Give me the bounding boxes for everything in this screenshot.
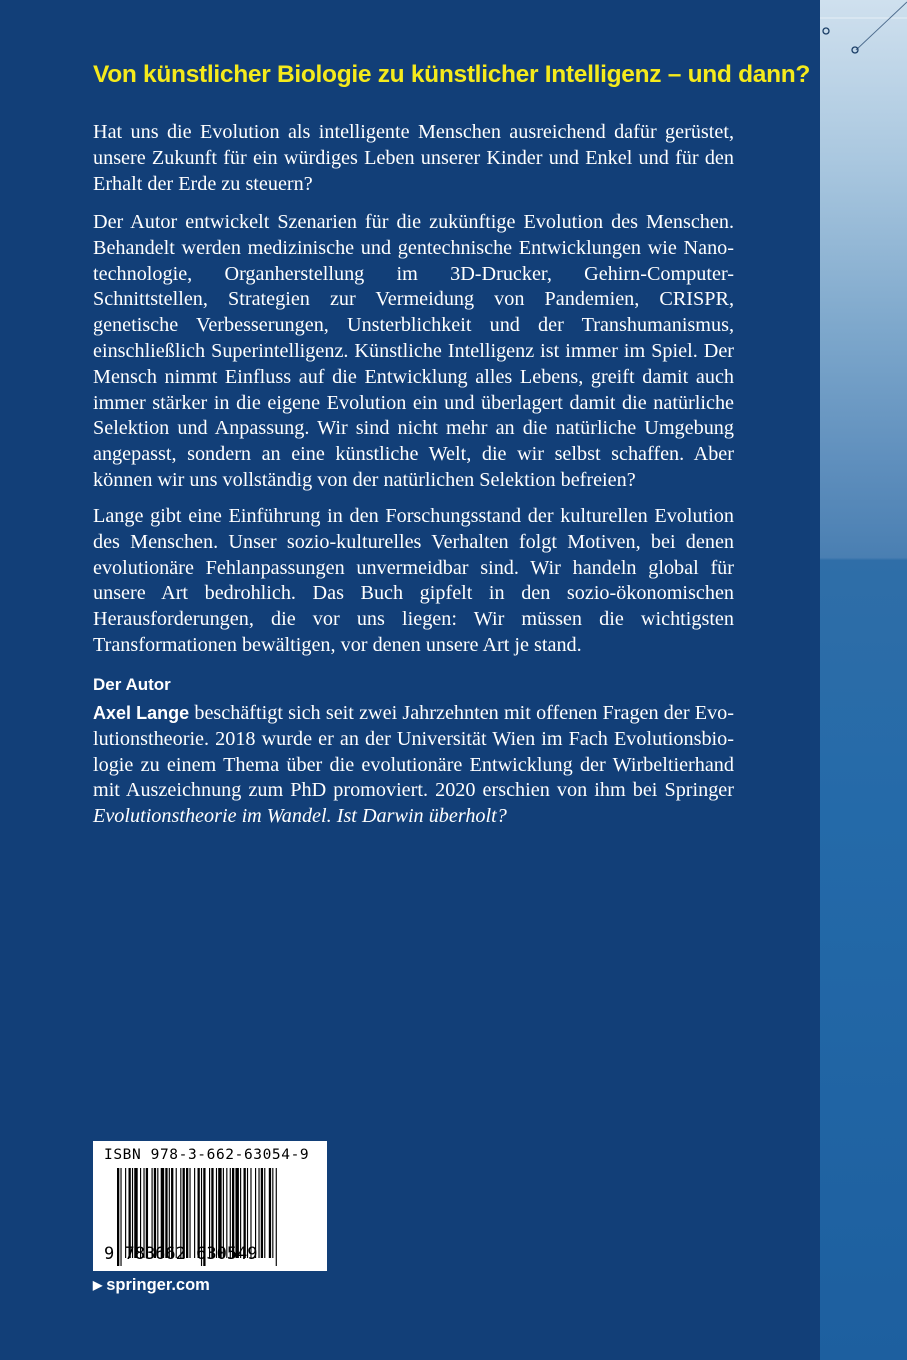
summary-paragraph: Lange gibt eine Einführung in den Forschungsstand der kulturellen Evolution des Menschen. Unser sozio-kulturelles Verhalten folgt Motiven, bei denen evolutionäre Fehlanpassungen unvermeidbar sind. Wir handeln global für unsere Art bedrohlich. Das Buch gipfelt in den sozio-ökonomischen Herausforderungen, die vor uns liegen: Wir müssen die wichtigsten Transformationen bewältigen, vor denen unsere Art je stand. — [93, 505, 734, 656]
author-heading: Der Autor — [93, 675, 171, 694]
front-cover-edge-strip — [820, 0, 907, 1360]
publisher-link-text: springer.com — [106, 1276, 210, 1294]
headline: Von künstlicher Biologie zu künstlicher Intelligenz – und dann? — [93, 61, 811, 88]
intro-paragraph: Hat uns die Evolution als intelligente Menschen ausreichend dafür gerüstet, unsere Zukunft für ein würdiges Leben unserer Kinder und Enkel und für den Erhalt der Erde zu steuern? — [93, 121, 734, 195]
barcode-digits: 9 783662 630549 — [104, 1244, 258, 1264]
publisher-link[interactable] — [93, 1276, 210, 1295]
author-bio-text: beschäftigt sich seit zwei Jahrzehnten mit offenen Fragen der Evolutionstheorie. 2018 wurde er an der Universität Wien im Fach Evolutionsbiologie zu einem Thema über die evolutionäre Entwicklung der Wirbeltierhand mit Auszeichnung zum PhD promoviert. 2020 erschien von ihm bei Springer — [93, 702, 735, 802]
book-title: Evolutionstheorie im Wandel. Ist Darwin überholt? — [93, 805, 507, 828]
author-bio — [93, 701, 734, 830]
network-lines-decoration — [820, 0, 907, 1360]
description-paragraph: Der Autor entwickelt Szenarien für die zukünftige Evolution des Menschen. Behandelt werden medizinische und gentechnische Entwicklungen wie Nanotechnologie, Organherstellung im 3D-Drucker, Gehirn-Computer-Schnittstellen, Strategien zur Vermeidung von Pandemien, CRISPR, genetische Verbesserungen, Unsterblichkeit und der Transhumanismus, einschließlich Superintelligenz. Künstliche Intelligenz ist immer im Spiel. Der Mensch nimmt Einfluss auf die Entwicklung alles Lebens, greift damit auch immer stärker in die eigene Evolution ein und überlagert damit die natürliche Selektion und Anpassung. Wir sind nicht mehr an die natürliche Umgebung angepasst, sondern an eine künstliche Welt, die wir selbst schaffen. Aber können wir uns vollständig von der natürlichen Selektion befreien? — [93, 211, 734, 491]
author-name: Axel Lange — [93, 703, 190, 723]
isbn-label: ISBN 978-3-662-63054-9 — [104, 1147, 310, 1163]
isbn-barcode — [93, 1141, 327, 1271]
play-arrow-icon: ▶ — [93, 1278, 103, 1292]
